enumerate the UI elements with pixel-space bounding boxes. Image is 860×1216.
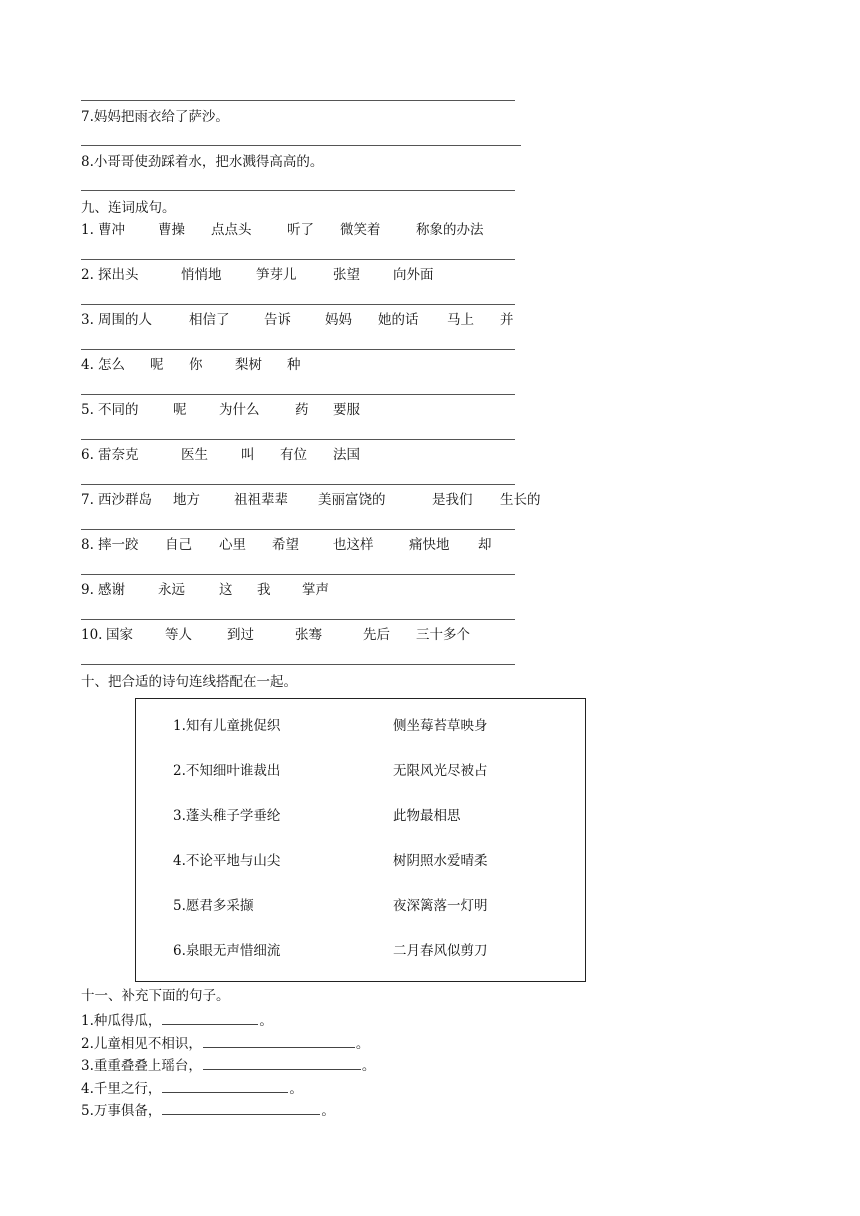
answer-line[interactable] <box>81 619 515 620</box>
word-chip: 种 <box>287 357 301 373</box>
word-chip: 你 <box>189 357 203 373</box>
answer-line[interactable] <box>81 664 515 665</box>
word-chip: 医生 <box>181 447 208 463</box>
word-chip: 雷奈克 <box>98 447 139 463</box>
word-chip: 向外面 <box>393 267 434 283</box>
answer-line[interactable] <box>81 304 515 305</box>
item-number: 2. <box>81 267 94 283</box>
word-chip: 探出头 <box>98 267 139 283</box>
word-chip: 希望 <box>272 537 299 553</box>
item-number: 9. <box>81 582 94 598</box>
sentence-end: 。 <box>361 1058 376 1074</box>
sentence-end: 。 <box>289 1080 303 1097</box>
word-chip: 感谢 <box>98 582 125 598</box>
sentence-prompt: 2.儿童相见不相识， <box>81 1035 202 1052</box>
word-chip: 点点头 <box>211 222 252 238</box>
answer-line[interactable] <box>81 529 515 530</box>
poem-left-line[interactable]: 1.知有儿童挑促织 <box>173 718 281 734</box>
poem-matching-box <box>135 698 586 982</box>
blank-field[interactable] <box>162 1078 288 1093</box>
word-chip: 告诉 <box>264 312 291 328</box>
answer-line[interactable] <box>81 145 521 146</box>
word-chip: 也这样 <box>333 537 374 553</box>
item-number: 5. <box>81 402 94 418</box>
sentence-prompt: 5.万事俱备， <box>81 1103 162 1119</box>
sentence-prompt: 1.种瓜得瓜， <box>81 1013 162 1029</box>
word-chip: 心里 <box>219 537 246 553</box>
word-chip: 张骞 <box>295 627 322 643</box>
poem-left-line[interactable]: 2.不知细叶谁裁出 <box>173 763 281 779</box>
item-number: 1. <box>81 222 94 238</box>
poem-right-line[interactable]: 树阴照水爱晴柔 <box>393 853 488 869</box>
word-chip: 梨树 <box>235 357 262 373</box>
poem-left-line[interactable]: 4.不论平地与山尖 <box>173 853 281 869</box>
sentence-8: 8.小哥哥使劲踩着水，把水溅得高高的。 <box>81 154 324 170</box>
word-chip: 国家 <box>106 627 133 643</box>
word-chip: 不同的 <box>98 402 139 418</box>
poem-left-line[interactable]: 6.泉眼无声惜细流 <box>173 943 281 959</box>
word-chip: 等人 <box>165 627 192 643</box>
word-chip: 要服 <box>333 402 360 418</box>
word-chip: 听了 <box>287 222 314 238</box>
word-chip: 自己 <box>165 537 192 553</box>
word-chip: 有位 <box>280 447 307 463</box>
word-chip: 掌声 <box>302 582 329 598</box>
word-chip: 她的话 <box>378 312 419 328</box>
answer-line[interactable] <box>81 190 515 191</box>
word-chip: 笋芽儿 <box>256 267 297 283</box>
word-chip: 马上 <box>447 312 474 328</box>
sentence-7: 7.妈妈把雨衣给了萨沙。 <box>81 109 229 125</box>
poem-right-line[interactable]: 侧坐莓苔草映身 <box>393 718 488 734</box>
word-chip: 到过 <box>227 627 254 643</box>
word-chip: 是我们 <box>432 492 473 508</box>
word-chip: 痛快地 <box>409 537 450 553</box>
word-chip: 叫 <box>241 447 255 463</box>
sentence-end: 。 <box>355 1035 370 1052</box>
word-chip: 并 <box>500 312 514 328</box>
word-chip: 生长的 <box>500 492 541 508</box>
word-chip: 为什么 <box>219 402 260 418</box>
word-chip: 法国 <box>333 447 360 463</box>
fill-in-sentence <box>81 1055 375 1075</box>
word-chip: 美丽富饶的 <box>318 492 386 508</box>
poem-right-line[interactable]: 此物最相思 <box>393 808 461 824</box>
fill-in-sentence <box>81 1033 369 1053</box>
section-10-title: 十、把合适的诗句连线搭配在一起。 <box>81 674 297 690</box>
word-chip: 呢 <box>173 402 187 418</box>
word-chip: 西沙群岛 <box>98 492 152 508</box>
word-chip: 曹操 <box>158 222 185 238</box>
item-number: 7. <box>81 492 94 508</box>
poem-left-line[interactable]: 3.蓬头稚子学垂纶 <box>173 808 281 824</box>
fill-in-sentence <box>81 1100 335 1120</box>
word-chip: 称象的办法 <box>416 222 484 238</box>
word-chip: 药 <box>295 402 309 418</box>
word-chip: 怎么 <box>98 357 125 373</box>
answer-line[interactable] <box>81 439 515 440</box>
word-chip: 呢 <box>150 357 164 373</box>
poem-right-line[interactable]: 夜深篱落一灯明 <box>393 898 488 914</box>
word-chip: 相信了 <box>189 312 230 328</box>
answer-line[interactable] <box>81 484 515 485</box>
word-chip: 祖祖辈辈 <box>234 492 288 508</box>
word-chip: 却 <box>478 537 492 553</box>
word-chip: 曹冲 <box>98 222 125 238</box>
word-chip: 这 <box>219 582 233 598</box>
word-chip: 我 <box>257 582 271 598</box>
sentence-prompt: 4.千里之行， <box>81 1080 162 1097</box>
word-chip: 张望 <box>333 267 360 283</box>
item-number: 4. <box>81 357 94 373</box>
answer-line[interactable] <box>81 259 515 260</box>
item-number: 8. <box>81 537 94 553</box>
sentence-end: 。 <box>321 1103 335 1119</box>
section-9-title: 九、连词成句。 <box>81 200 176 216</box>
poem-right-line[interactable]: 无限风光尽被占 <box>393 763 488 779</box>
item-number: 3. <box>81 312 94 328</box>
section-11-title: 十一、补充下面的句子。 <box>81 988 230 1004</box>
blank-field[interactable] <box>162 1010 258 1025</box>
item-number: 10. <box>81 627 103 643</box>
word-chip: 微笑着 <box>340 222 381 238</box>
answer-line[interactable] <box>81 100 515 101</box>
word-chip: 永远 <box>158 582 185 598</box>
fill-in-sentence <box>81 1010 273 1030</box>
word-chip: 先后 <box>363 627 390 643</box>
word-chip: 摔一跤 <box>98 537 139 553</box>
word-chip: 周围的人 <box>98 312 152 328</box>
blank-field[interactable] <box>162 1100 320 1115</box>
sentence-end: 。 <box>259 1013 273 1029</box>
poem-left-line[interactable]: 5.愿君多采撷 <box>173 898 254 914</box>
answer-line[interactable] <box>81 574 515 575</box>
word-chip: 妈妈 <box>325 312 352 328</box>
fill-in-sentence <box>81 1078 303 1098</box>
blank-field[interactable] <box>203 1055 361 1070</box>
poem-right-line[interactable]: 二月春风似剪刀 <box>393 943 488 959</box>
item-number: 6. <box>81 447 94 463</box>
word-chip: 三十多个 <box>416 627 470 643</box>
answer-line[interactable] <box>81 349 515 350</box>
word-chip: 地方 <box>173 492 200 508</box>
blank-field[interactable] <box>203 1033 355 1048</box>
answer-line[interactable] <box>81 394 515 395</box>
sentence-prompt: 3.重重叠叠上瑶台， <box>81 1058 202 1074</box>
word-chip: 悄悄地 <box>181 267 222 283</box>
